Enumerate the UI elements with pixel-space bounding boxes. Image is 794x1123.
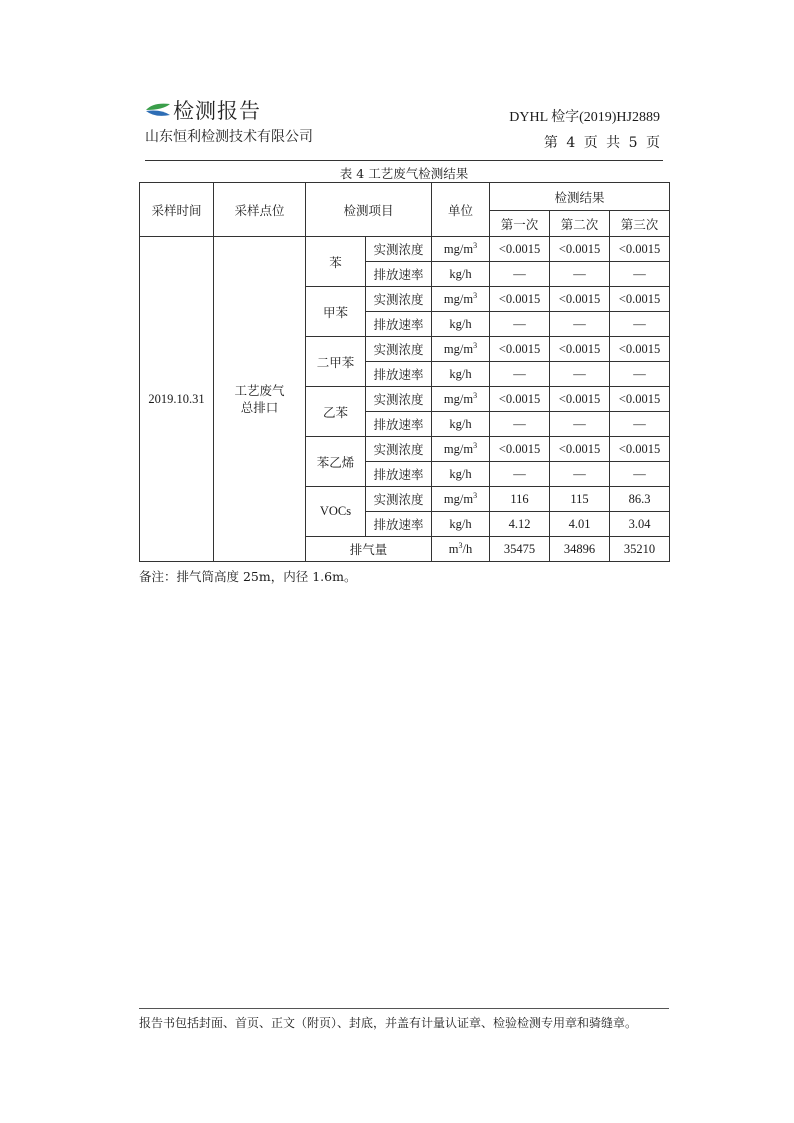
- unit-cell: [432, 337, 490, 362]
- value-cell: 116: [490, 487, 550, 512]
- value-cell: 35475: [490, 537, 550, 562]
- leaf-logo-icon: [145, 100, 171, 120]
- unit-superscript: 3: [473, 390, 478, 400]
- unit-cell: [432, 387, 490, 412]
- unit-text: mg/m: [443, 342, 474, 357]
- value-cell: —: [550, 412, 610, 437]
- value-cell: <0.0015: [550, 237, 610, 262]
- header-run3: 第三次: [610, 211, 670, 237]
- parameter-cell: 排放速率: [366, 412, 432, 437]
- unit-superscript: 3: [458, 540, 463, 550]
- unit-text: mg/m: [443, 242, 474, 257]
- unit-cell: [432, 437, 490, 462]
- value-cell: —: [490, 262, 550, 287]
- parameter-cell: 实测浓度: [366, 387, 432, 412]
- header-sample-time: 采样时间: [140, 183, 214, 237]
- parameter-cell: 实测浓度: [366, 487, 432, 512]
- footer-divider: [139, 1008, 669, 1009]
- value-cell: —: [550, 262, 610, 287]
- sample-time-cell: 2019.10.31: [140, 237, 214, 562]
- unit-text: kg/h: [449, 417, 472, 432]
- value-cell: <0.0015: [490, 337, 550, 362]
- value-cell: —: [550, 312, 610, 337]
- pollutant-cell: VOCs: [306, 487, 366, 537]
- value-cell: 4.12: [490, 512, 550, 537]
- exhaust-unit-cell: [432, 537, 490, 562]
- header-unit: 单位: [432, 183, 490, 237]
- unit-text: mg/m: [443, 442, 474, 457]
- unit-cell: [432, 237, 490, 262]
- unit-cell: [432, 412, 490, 437]
- parameter-cell: 排放速率: [366, 262, 432, 287]
- unit-cell: [432, 287, 490, 312]
- table-note: 备注：排气筒高度 25m，内径 1.6m。: [139, 569, 357, 584]
- unit-text: mg/m: [443, 492, 474, 507]
- header-run2: 第二次: [550, 211, 610, 237]
- value-cell: <0.0015: [550, 337, 610, 362]
- pollutant-cell: 二甲苯: [306, 337, 366, 387]
- value-cell: —: [610, 362, 670, 387]
- parameter-cell: 排放速率: [366, 512, 432, 537]
- unit-text: kg/h: [449, 317, 472, 332]
- unit-text: mg/m: [443, 392, 474, 407]
- unit-text: kg/h: [449, 517, 472, 532]
- value-cell: —: [490, 312, 550, 337]
- unit-text: mg/m: [443, 292, 474, 307]
- company-name: 山东恒利检测技术有限公司: [145, 129, 313, 145]
- results-table: [139, 182, 670, 562]
- logo-row: [145, 97, 313, 123]
- value-cell: —: [490, 362, 550, 387]
- parameter-cell: 排放速率: [366, 362, 432, 387]
- unit-superscript: 3: [473, 340, 478, 350]
- value-cell: —: [610, 312, 670, 337]
- value-cell: 3.04: [610, 512, 670, 537]
- value-cell: —: [490, 412, 550, 437]
- value-cell: —: [490, 462, 550, 487]
- pollutant-cell: 苯乙烯: [306, 437, 366, 487]
- value-cell: <0.0015: [550, 437, 610, 462]
- parameter-cell: 排放速率: [366, 312, 432, 337]
- value-cell: <0.0015: [550, 287, 610, 312]
- report-number: DYHL 检字(2019)HJ2889: [509, 110, 660, 125]
- unit-superscript: 3: [473, 290, 478, 300]
- value-cell: <0.0015: [610, 437, 670, 462]
- header-results: 检测结果: [490, 183, 670, 211]
- unit-cell: [432, 362, 490, 387]
- unit-cell: [432, 262, 490, 287]
- parameter-cell: 排放速率: [366, 462, 432, 487]
- value-cell: —: [610, 262, 670, 287]
- value-cell: <0.0015: [610, 287, 670, 312]
- parameter-cell: 实测浓度: [366, 287, 432, 312]
- value-cell: 4.01: [550, 512, 610, 537]
- report-header-left: [145, 97, 313, 146]
- parameter-cell: 实测浓度: [366, 237, 432, 262]
- value-cell: <0.0015: [610, 237, 670, 262]
- table-body: [140, 237, 670, 562]
- value-cell: <0.0015: [490, 287, 550, 312]
- header-run1: 第一次: [490, 211, 550, 237]
- sample-point-cell: 工艺废气总排口: [214, 237, 306, 562]
- unit-cell: [432, 487, 490, 512]
- value-cell: 35210: [610, 537, 670, 562]
- page-footer: 报告书包括封面、首页、正文（附页）、封底，并盖有计量认证章、检验检测专用章和骑缝章。: [139, 1016, 638, 1030]
- table-header-row: [140, 183, 670, 211]
- value-cell: <0.0015: [610, 337, 670, 362]
- value-cell: —: [550, 362, 610, 387]
- pollutant-cell: 苯: [306, 237, 366, 287]
- unit-suffix: /h: [462, 542, 473, 557]
- value-cell: <0.0015: [490, 387, 550, 412]
- unit-cell: [432, 312, 490, 337]
- unit-superscript: 3: [473, 240, 478, 250]
- value-cell: <0.0015: [610, 387, 670, 412]
- value-cell: 115: [550, 487, 610, 512]
- unit-superscript: 3: [473, 490, 478, 500]
- value-cell: <0.0015: [490, 237, 550, 262]
- value-cell: —: [610, 462, 670, 487]
- unit-cell: [432, 462, 490, 487]
- unit-text: kg/h: [449, 467, 472, 482]
- pollutant-cell: 甲苯: [306, 287, 366, 337]
- table-row: [140, 237, 670, 262]
- value-cell: —: [550, 462, 610, 487]
- value-cell: 86.3: [610, 487, 670, 512]
- pollutant-cell: 乙苯: [306, 387, 366, 437]
- table-caption: 表 4 工艺废气检测结果: [339, 166, 469, 181]
- value-cell: <0.0015: [550, 387, 610, 412]
- exhaust-label-cell: 排气量: [306, 537, 432, 562]
- unit-superscript: 3: [473, 440, 478, 450]
- unit-text: kg/h: [449, 267, 472, 282]
- page-info: 第 4 页 共 5 页: [543, 135, 660, 151]
- header-divider: [145, 160, 663, 161]
- parameter-cell: 实测浓度: [366, 437, 432, 462]
- header-sample-point: 采样点位: [214, 183, 306, 237]
- value-cell: 34896: [550, 537, 610, 562]
- unit-text: m: [448, 542, 459, 557]
- unit-cell: [432, 512, 490, 537]
- unit-text: kg/h: [449, 367, 472, 382]
- value-cell: <0.0015: [490, 437, 550, 462]
- report-title: 检测报告: [173, 99, 261, 123]
- header-test-item: 检测项目: [306, 183, 432, 237]
- value-cell: —: [610, 412, 670, 437]
- report-header-right: [509, 106, 660, 152]
- parameter-cell: 实测浓度: [366, 337, 432, 362]
